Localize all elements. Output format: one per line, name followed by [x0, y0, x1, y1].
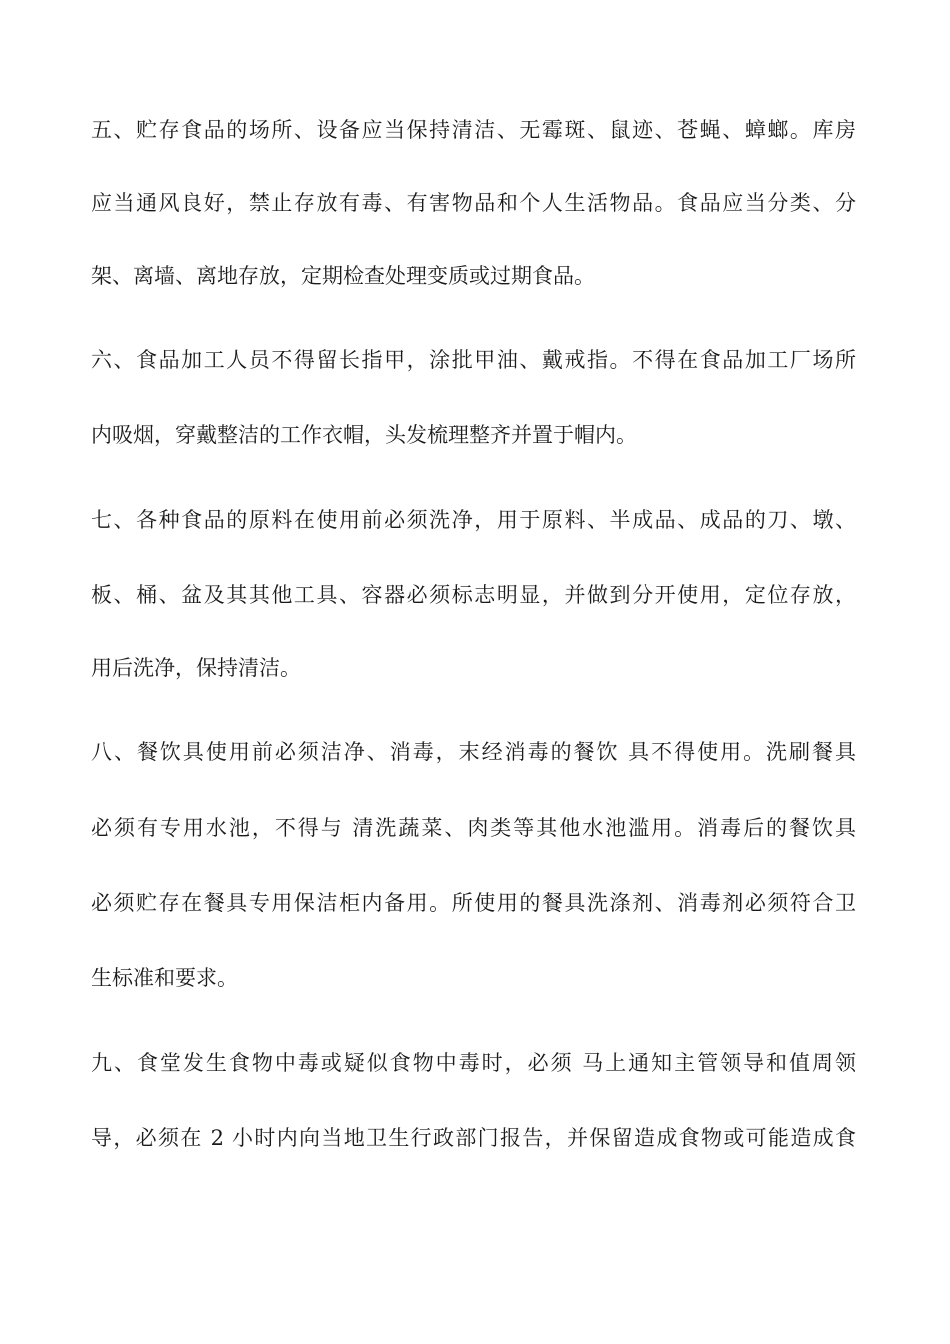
text-line: 八、餐饮具使用前必须洁净、消毒，末经消毒的餐饮 具不得使用。洗刷餐具 [91, 740, 856, 764]
text-line: 架、离墙、离地存放，定期检查处理变质或过期食品。 [91, 264, 595, 288]
text-line: 用后洗净，保持清洁。 [91, 656, 301, 680]
text-line: 七、各种食品的原料在使用前必须洗净，用于原料、半成品、成品的刀、墩、 [91, 508, 856, 532]
text-line: 导，必须在 2 小时内向当地卫生行政部门报告，并保留造成食物或可能造成食 [91, 1126, 856, 1150]
text-line: 六、食品加工人员不得留长指甲，涂批甲油、戴戒指。不得在食品加工厂场所 [91, 348, 856, 372]
text-line: 生标准和要求。 [91, 966, 238, 990]
text-line: 九、食堂发生食物中毒或疑似食物中毒时，必须 马上通知主管领导和值周领 [91, 1051, 856, 1075]
text-line: 必须贮存在餐具专用保洁柜内备用。所使用的餐具洗涤剂、消毒剂必须符合卫 [91, 891, 856, 915]
text-line: 五、贮存食品的场所、设备应当保持清洁、无霉斑、鼠迹、苍蝇、蟑螂。库房 [91, 118, 856, 142]
text-line: 板、桶、盆及其其他工具、容器必须标志明显，并做到分开使用，定位存放， [91, 583, 856, 607]
text-line: 应当通风良好，禁止存放有毒、有害物品和个人生活物品。食品应当分类、分 [91, 191, 856, 215]
text-line: 内吸烟，穿戴整洁的工作衣帽，头发梳理整齐并置于帽内。 [91, 423, 637, 447]
text-line: 必须有专用水池，不得与 清洗蔬菜、肉类等其他水池滥用。消毒后的餐饮具 [91, 816, 856, 840]
